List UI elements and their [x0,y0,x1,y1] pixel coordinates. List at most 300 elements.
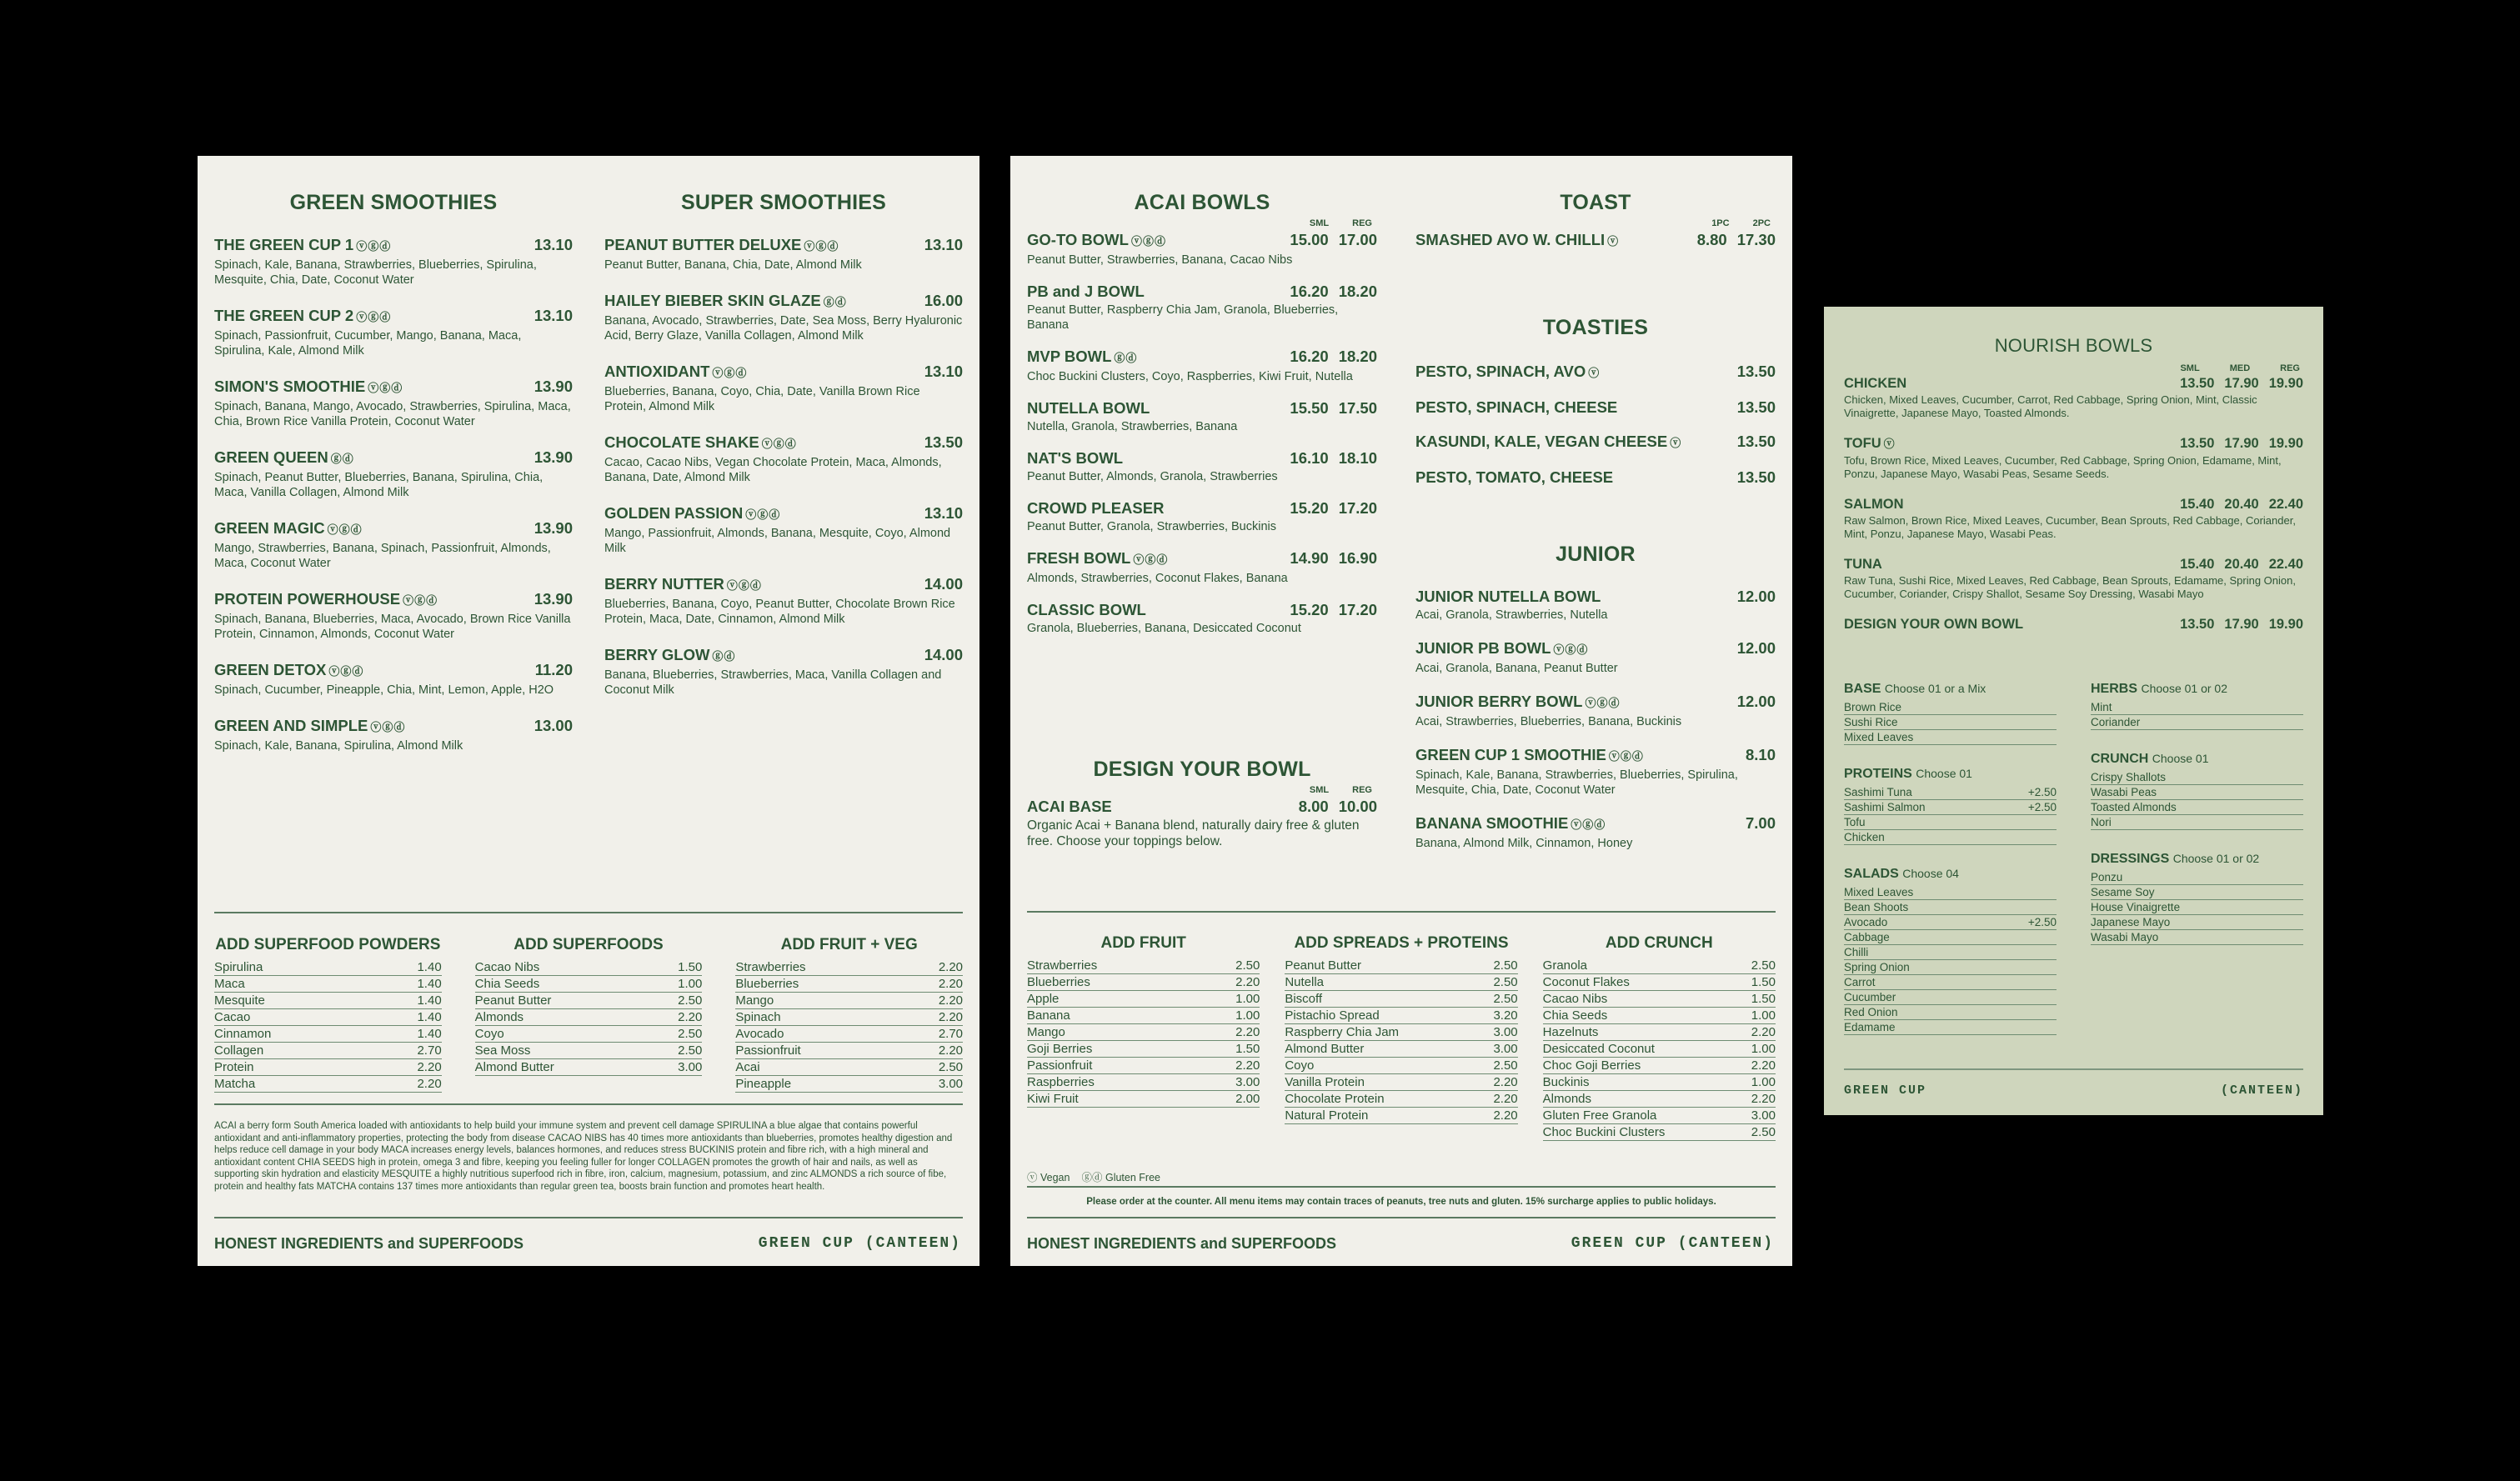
item-name: HAILEY BIEBER SKIN GLAZE [604,292,821,309]
item-price: 12.00 [1736,639,1776,657]
add-item-price: 2.20 [1751,1058,1776,1073]
menu-item [1027,548,1377,586]
item-row [1027,448,1377,468]
item-price: 18.20 [1338,283,1377,300]
option-row [2091,785,2303,800]
dietary-icon: ⓥⓖⓓ [1133,553,1169,566]
add-row [475,1026,703,1043]
add-item-name: Chocolate Protein [1285,1092,1385,1106]
option-note: Choose 01 or a Mix [1884,682,1986,695]
add-item-name: Passionfruit [735,1043,801,1058]
item-label [1027,347,1137,368]
add-item-price: 2.50 [1493,992,1518,1006]
divider [214,1103,963,1105]
size-2pc: 2PC [1752,218,1771,228]
add-item-price: 2.20 [938,993,964,1008]
add-row [735,1059,963,1076]
add-item-price: 1.00 [678,977,703,991]
add-item-price: 2.20 [1493,1108,1518,1123]
dietary-icon: ⓥⓖⓓ [1571,818,1606,831]
option-row [2091,800,2303,815]
add-item-price: 3.00 [938,1077,964,1091]
dietary-icon: ⓥⓖⓓ [356,311,392,323]
item-description: Blueberries, Banana, Coyo, Peanut Butter, Chocolate Brown Rice Protein, Maca, Date, Cinnamon, Almond Milk [604,598,955,626]
price-reg: 10.00 [1338,798,1377,815]
add-group [475,936,703,1093]
option-name: Edamame [1844,1021,1896,1033]
add-item-price: 1.00 [1751,1042,1776,1056]
add-row [1285,974,1517,991]
add-row [1285,1108,1517,1124]
size-header [1844,363,2303,375]
item-description: Granola, Blueberries, Banana, Desiccated Coconut [1027,622,1301,635]
add-group [214,936,442,1093]
item-name: SALMON [1844,497,1904,512]
add-row [735,993,963,1009]
item-name: MVP BOWL [1027,348,1112,365]
size-header [1027,785,1377,797]
dietary-icon: ⓖⓓ [1114,352,1138,364]
option-name: Mint [2091,701,2112,713]
add-item-price: 2.20 [1751,1025,1776,1039]
item-prices [2180,616,2303,633]
item-prices [1290,498,1377,518]
section-title: TOASTIES [1542,316,1649,339]
add-row [1027,1074,1260,1091]
dietary-icon: ⓥⓖⓓ [368,382,403,394]
item-name: PESTO, SPINACH, AVO [1415,363,1586,380]
add-item-price: 2.20 [417,1060,442,1074]
add-item-name: Chia Seeds [1542,1008,1608,1023]
item-name: BANANA SMOOTHIE [1415,814,1569,832]
item-price: 19.90 [2268,376,2303,391]
add-group [1027,934,1260,1141]
item-description: Tofu, Brown Rice, Mixed Leaves, Cucumber, Red Cabbage, Spring Onion, Edamame, Mint, Ponzu, Japanese Mayo, Wasabi Peas, Sesame Seeds. [1844,454,2282,480]
option-title: CRUNCH [2091,752,2149,766]
item-label [214,589,438,610]
add-item-name: Mango [1027,1025,1065,1039]
add-item-name: Banana [1027,1008,1070,1023]
add-item-price: 2.20 [1493,1075,1518,1089]
menu-item [214,235,573,288]
add-item-name: Apple [1027,992,1060,1006]
item-name: THE GREEN CUP 1 [214,236,354,253]
dietary-icon: ⓥⓖⓓ [745,508,781,521]
add-item-price: 2.50 [1493,975,1518,989]
add-row [214,1009,442,1026]
option-row [1844,730,2057,745]
item-description: Organic Acai + Banana blend, naturally dairy free & gluten free. Choose your toppings below. [1027,818,1360,848]
option-name: Crispy Shallots [2091,771,2167,783]
item-description: Spinach, Banana, Blueberries, Maca, Avocado, Brown Rice Vanilla Protein, Cinnamon, Almonds, Coconut Water [214,613,571,641]
item-name: PB and J BOWL [1027,283,1145,300]
dietary-icon: ⓥⓖⓓ [327,523,363,536]
menu-item [214,716,573,753]
item-label [1415,638,1588,659]
footer-brand-left: GREEN CUP [1844,1083,1927,1098]
option-note: Choose 01 [1916,767,1972,780]
vegan-icon: ⓥ [1027,1172,1038,1183]
item-row [214,306,573,327]
item-description: Banana, Avocado, Strawberries, Date, Sea Moss, Berry Hyaluronic Acid, Berry Glaze, Vanilla Collagen, Almond Milk [604,314,963,343]
add-item-price: 2.20 [1235,1025,1260,1039]
add-item-name: Cacao Nibs [1542,992,1608,1006]
item-row [214,518,573,539]
junior-list [1415,587,1776,851]
add-item-price: 1.00 [1751,1075,1776,1089]
item-price: 13.90 [534,519,573,537]
item-name: PEANUT BUTTER DELUXE [604,236,802,253]
add-row [1543,1091,1776,1108]
smoothies-menu-page [198,156,979,1266]
option-note: Choose 04 [1902,867,1959,880]
option-name: Toasted Almonds [2091,801,2177,813]
menu-item [214,377,573,429]
item-row [1415,745,1776,766]
option-row [1844,960,2057,975]
add-row [1027,958,1260,974]
item-name: SMASHED AVO W. CHILLI [1415,231,1606,248]
menu-item [1844,616,2303,633]
option-row [2091,715,2303,730]
footer-tagline: HONEST INGREDIENTS and SUPERFOODS [214,1235,524,1252]
add-item-price: 1.50 [1751,975,1776,989]
option-group [2091,682,2303,730]
add-item-name: Biscoff [1285,992,1323,1006]
item-label [214,306,391,327]
add-row [1285,1058,1517,1074]
item-price: 16.20 [1290,283,1329,300]
divider [1844,1068,2303,1070]
menu-item [604,574,963,627]
item-label [1415,813,1606,834]
option-name: Bean Shoots [1844,901,1909,913]
item-price: 15.20 [1290,601,1329,618]
add-group [1543,934,1776,1141]
item-name: CROWD PLEASER [1027,499,1165,517]
add-row [1027,991,1260,1008]
option-row [2091,700,2303,715]
menu-item [604,291,963,343]
divider [1027,1186,1776,1188]
size-header [1415,218,1776,230]
add-item-name: Desiccated Coconut [1542,1042,1655,1056]
item-price: 13.50 [2180,436,2215,451]
item-label [1844,375,1906,392]
option-row [1844,915,2057,930]
item-price: 16.00 [924,292,963,309]
item-description: Cacao, Cacao Nibs, Vegan Chocolate Protein, Maca, Almonds, Banana, Date, Almond Milk [604,456,942,484]
size-header [1027,218,1377,230]
price-1pc: 8.80 [1696,231,1727,248]
add-item-name: Passionfruit [1027,1058,1093,1073]
item-description: Choc Buckini Clusters, Coyo, Raspberries, Kiwi Fruit, Nutella [1027,370,1353,383]
option-row [2091,915,2303,930]
menu-item [604,433,963,485]
bowl-items [1844,375,2303,633]
menu-item [1844,375,2303,420]
item-row [1027,398,1377,418]
dietary-icon: ⓖⓓ [712,650,736,663]
item-name: BERRY GLOW [604,646,710,663]
item-price: 15.50 [1290,399,1329,417]
option-name: Sesame Soy [2091,886,2155,898]
item-row [604,291,963,312]
toast-section [1415,191,1776,251]
item-row [604,503,963,524]
section-title: SUPER SMOOTHIES [680,191,887,214]
add-item-price: 2.20 [938,977,964,991]
item-price: 13.90 [534,448,573,466]
add-row [475,993,703,1009]
divider [1027,911,1776,913]
add-item-name: Coyo [474,1027,504,1041]
size-sml: SML [1309,218,1330,228]
option-note: Choose 01 [2152,752,2209,765]
item-row [1415,468,1776,487]
dietary-icon: ⓥⓖⓓ [761,438,797,450]
item-description: Spinach, Peanut Butter, Blueberries, Banana, Spirulina, Chia, Maca, Vanilla Collagen, Almond Milk [214,471,544,499]
option-group [2091,752,2303,830]
item-row [1027,498,1377,518]
add-item-price: 2.50 [678,1027,703,1041]
size-1pc: 1PC [1711,218,1730,228]
add-item-name: Natural Protein [1285,1108,1369,1123]
item-description: Acai, Strawberries, Blueberries, Banana, Buckinis [1415,715,1682,728]
item-label [1415,398,1617,417]
add-row [1027,1008,1260,1024]
add-ons-section [214,936,963,1093]
add-item-name: Acai [735,1060,760,1074]
add-item-name: Almonds [1542,1092,1592,1106]
option-row [1844,815,2057,830]
add-item-name: Peanut Butter [1285,958,1362,973]
menu-item [214,448,573,500]
item-label [604,433,797,453]
option-row [1844,800,2057,815]
add-item-price: 2.20 [678,1010,703,1024]
item-name: TOFU [1844,436,1881,451]
price-sml: 8.00 [1298,798,1329,815]
add-row [214,993,442,1009]
add-group-title: ADD SUPERFOOD POWDERS [215,936,441,953]
dietary-icon: ⓥⓖⓓ [370,721,406,733]
option-name: Wasabi Mayo [2091,931,2159,943]
item-name: JUNIOR PB BOWL [1415,639,1551,657]
add-item-name: Mango [735,993,774,1008]
item-row [1415,432,1776,453]
dietary-legend [1027,1169,1160,1184]
add-item-name: Pineapple [735,1077,792,1091]
menu-item [214,589,573,642]
add-row [475,1009,703,1026]
add-item-name: Strawberries [735,960,806,974]
add-item-name: Spinach [735,1010,781,1024]
option-group [1844,867,2057,1035]
add-row [1285,1008,1517,1024]
add-item-price: 2.50 [678,993,703,1008]
item-description: Spinach, Cucumber, Pineapple, Chia, Mint, Lemon, Apple, H2O [214,683,554,697]
item-row [1027,282,1377,301]
add-item-price: 2.50 [938,1060,964,1074]
menu-item [1027,448,1377,484]
dietary-icon: ⓥⓖⓓ [1608,750,1644,763]
item-name: BERRY NUTTER [604,575,724,593]
dietary-icon: ⓥⓖⓓ [1553,643,1589,656]
menu-item [1415,813,1776,851]
item-prices [1290,347,1377,366]
option-name: Red Onion [1844,1006,1898,1018]
add-item-name: Peanut Butter [474,993,552,1008]
divider [214,912,963,913]
menu-item [1415,362,1776,383]
option-name: Brown Rice [1844,701,1902,713]
item-description: Peanut Butter, Banana, Chia, Date, Almond Milk [604,258,862,272]
section-title: DESIGN YOUR BOWL [1093,758,1311,781]
item-label [604,503,780,524]
green-smoothies-list [214,235,573,753]
option-name: Wasabi Peas [2091,786,2157,798]
add-row [1027,1024,1260,1041]
item-price: 13.50 [1736,363,1776,380]
item-row [604,362,963,383]
option-name: Ponzu [2091,871,2123,883]
item-name: GREEN CUP 1 SMOOTHIE [1415,746,1606,763]
add-item-name: Vanilla Protein [1285,1075,1365,1089]
menu-item [1027,797,1377,849]
item-price: 17.50 [1338,399,1377,417]
item-label [1027,498,1164,518]
item-name: PESTO, SPINACH, CHEESE [1415,398,1618,416]
size-reg: REG [2280,363,2300,373]
add-row [1543,958,1776,974]
add-row [735,1026,963,1043]
add-row [214,1076,442,1093]
menu-item [604,362,963,414]
item-name: PESTO, TOMATO, CHEESE [1415,468,1614,486]
item-label [604,645,735,666]
item-prices [1290,448,1377,468]
option-surcharge: +2.50 [2027,786,2057,798]
add-item-name: Spirulina [214,960,263,974]
add-item-price: 1.40 [417,1027,442,1041]
item-description: Spinach, Passionfruit, Cucumber, Mango, Banana, Maca, Spirulina, Kale, Almond Milk [214,329,522,358]
add-item-price: 1.40 [417,1010,442,1024]
nourish-bowls-list [1844,363,2303,648]
item-row [604,433,963,453]
dietary-icon: ⓥⓖⓓ [726,579,762,592]
add-row [1285,958,1517,974]
add-item-name: Collagen [214,1043,264,1058]
dietary-icon: ⓖⓓ [823,296,847,308]
size-reg: REG [1352,218,1372,228]
card-title: NOURISH BOWLS [1994,335,2153,356]
add-item-name: Hazelnuts [1542,1025,1599,1039]
item-name: GO-TO BOWL [1027,231,1129,248]
add-item-name: Gluten Free Granola [1542,1108,1657,1123]
add-item-price: 1.50 [1235,1042,1260,1056]
option-row [1844,945,2057,960]
option-name: Japanese Mayo [2091,916,2171,928]
item-price: 17.00 [1338,231,1377,248]
item-name: TUNA [1844,557,1882,572]
item-description: Spinach, Kale, Banana, Strawberries, Blueberries, Spirulina, Mesquite, Chia, Date, Coconut Water [1415,768,1738,797]
item-row [214,448,573,468]
add-item-name: Buckinis [1542,1075,1590,1089]
item-name: ANTIOXIDANT [604,363,710,380]
item-price: 11.20 [534,661,573,678]
add-item-name: Avocado [735,1027,784,1041]
item-price: 14.00 [924,575,963,593]
option-row [1844,1005,2057,1020]
item-price: 17.20 [1338,499,1377,517]
item-label [1844,496,1904,513]
item-label [1027,548,1168,569]
option-group-title [1844,867,2057,882]
menu-item [1027,398,1377,434]
size-sml: SML [2180,363,2200,373]
menu-item [1027,498,1377,534]
gluten-free-icon: ⓖⓓ [1081,1172,1103,1183]
add-item-price: 2.00 [1235,1092,1260,1106]
superfood-info-text: ACAI a berry form South America loaded with antioxidants to help build your immune system and prevent cell damage SPIRULINA a blue algae that contains powerful antioxidant and anti-inflammatory properties, protecting the body from disease CACAO NIBS has 40 times more antioxidants than blueberries, promotes healthy digestion and helps reduce cell damage in your body MACA increases energy levels, balances hormones, and reduces stress BUCKINIS protein and fibre rich, with a high mineral and antioxidant content CHIA SEEDS high in protein, omega 3 and fibre, keeping you feeling fuller for longer COLLAGEN promotes the growth of hair and nails, as well as supporting skin hydration and elasticity MESQUITE a highly nutritious superfood rich in fibre, iron, calcium, magnesium, potassium, and zinc ALMONDS a rich source of fibe, protein and healthy fats MATCHA contains 137 times more antioxidants than regular green tea, boosts brain function and promotes heart health. [214,1121,953,1192]
add-item-name: Granola [1542,958,1588,973]
item-price: 12.00 [1736,588,1776,605]
footer-brand: GREEN CUP (CANTEEN) [1571,1235,1774,1252]
add-row [1543,1041,1776,1058]
menu-item [214,518,573,571]
option-note: Choose 01 or 02 [2172,852,2260,865]
item-price: 20.40 [2224,497,2259,512]
add-row [1543,1124,1776,1141]
add-row [735,1043,963,1059]
item-price: 12.00 [1736,693,1776,710]
item-label [214,377,403,398]
dietary-icon: ⓥⓖⓓ [1130,235,1166,248]
add-row [735,1009,963,1026]
option-row [1844,930,2057,945]
add-item-price: 2.70 [417,1043,442,1058]
item-description: Spinach, Kale, Banana, Spirulina, Almond Milk [214,739,463,753]
option-row [2091,870,2303,885]
option-name: Spring Onion [1844,961,1910,973]
acai-bowls-list [1027,230,1377,636]
option-row [1844,830,2057,845]
dietary-icon: ⓥⓖⓓ [1585,697,1621,709]
option-row [1844,900,2057,915]
add-row [1027,974,1260,991]
add-item-price: 1.50 [1751,992,1776,1006]
add-item-name: Protein [214,1060,254,1074]
option-note: Choose 01 or 02 [2141,682,2227,695]
add-item-price: 1.50 [678,960,703,974]
item-label [1027,448,1123,468]
item-description: Blueberries, Banana, Coyo, Chia, Date, Vanilla Brown Rice Protein, Almond Milk [604,385,920,413]
add-item-name: Almond Butter [1285,1042,1365,1056]
add-ons-section [1027,934,1776,1141]
footer-tagline: HONEST INGREDIENTS and SUPERFOODS [1027,1235,1337,1252]
toasties-section [1415,316,1776,502]
add-item-price: 2.20 [1235,975,1260,989]
section-title: GREEN SMOOTHIES [289,191,498,214]
item-price: 13.10 [924,363,963,380]
item-name: NUTELLA BOWL [1027,399,1150,417]
item-row [214,377,573,398]
item-name: DESIGN YOUR OWN BOWL [1844,617,2024,632]
vegan-icon: ⓥ [1607,235,1620,248]
add-item-name: Choc Goji Berries [1542,1058,1641,1073]
item-row [1844,616,2303,633]
